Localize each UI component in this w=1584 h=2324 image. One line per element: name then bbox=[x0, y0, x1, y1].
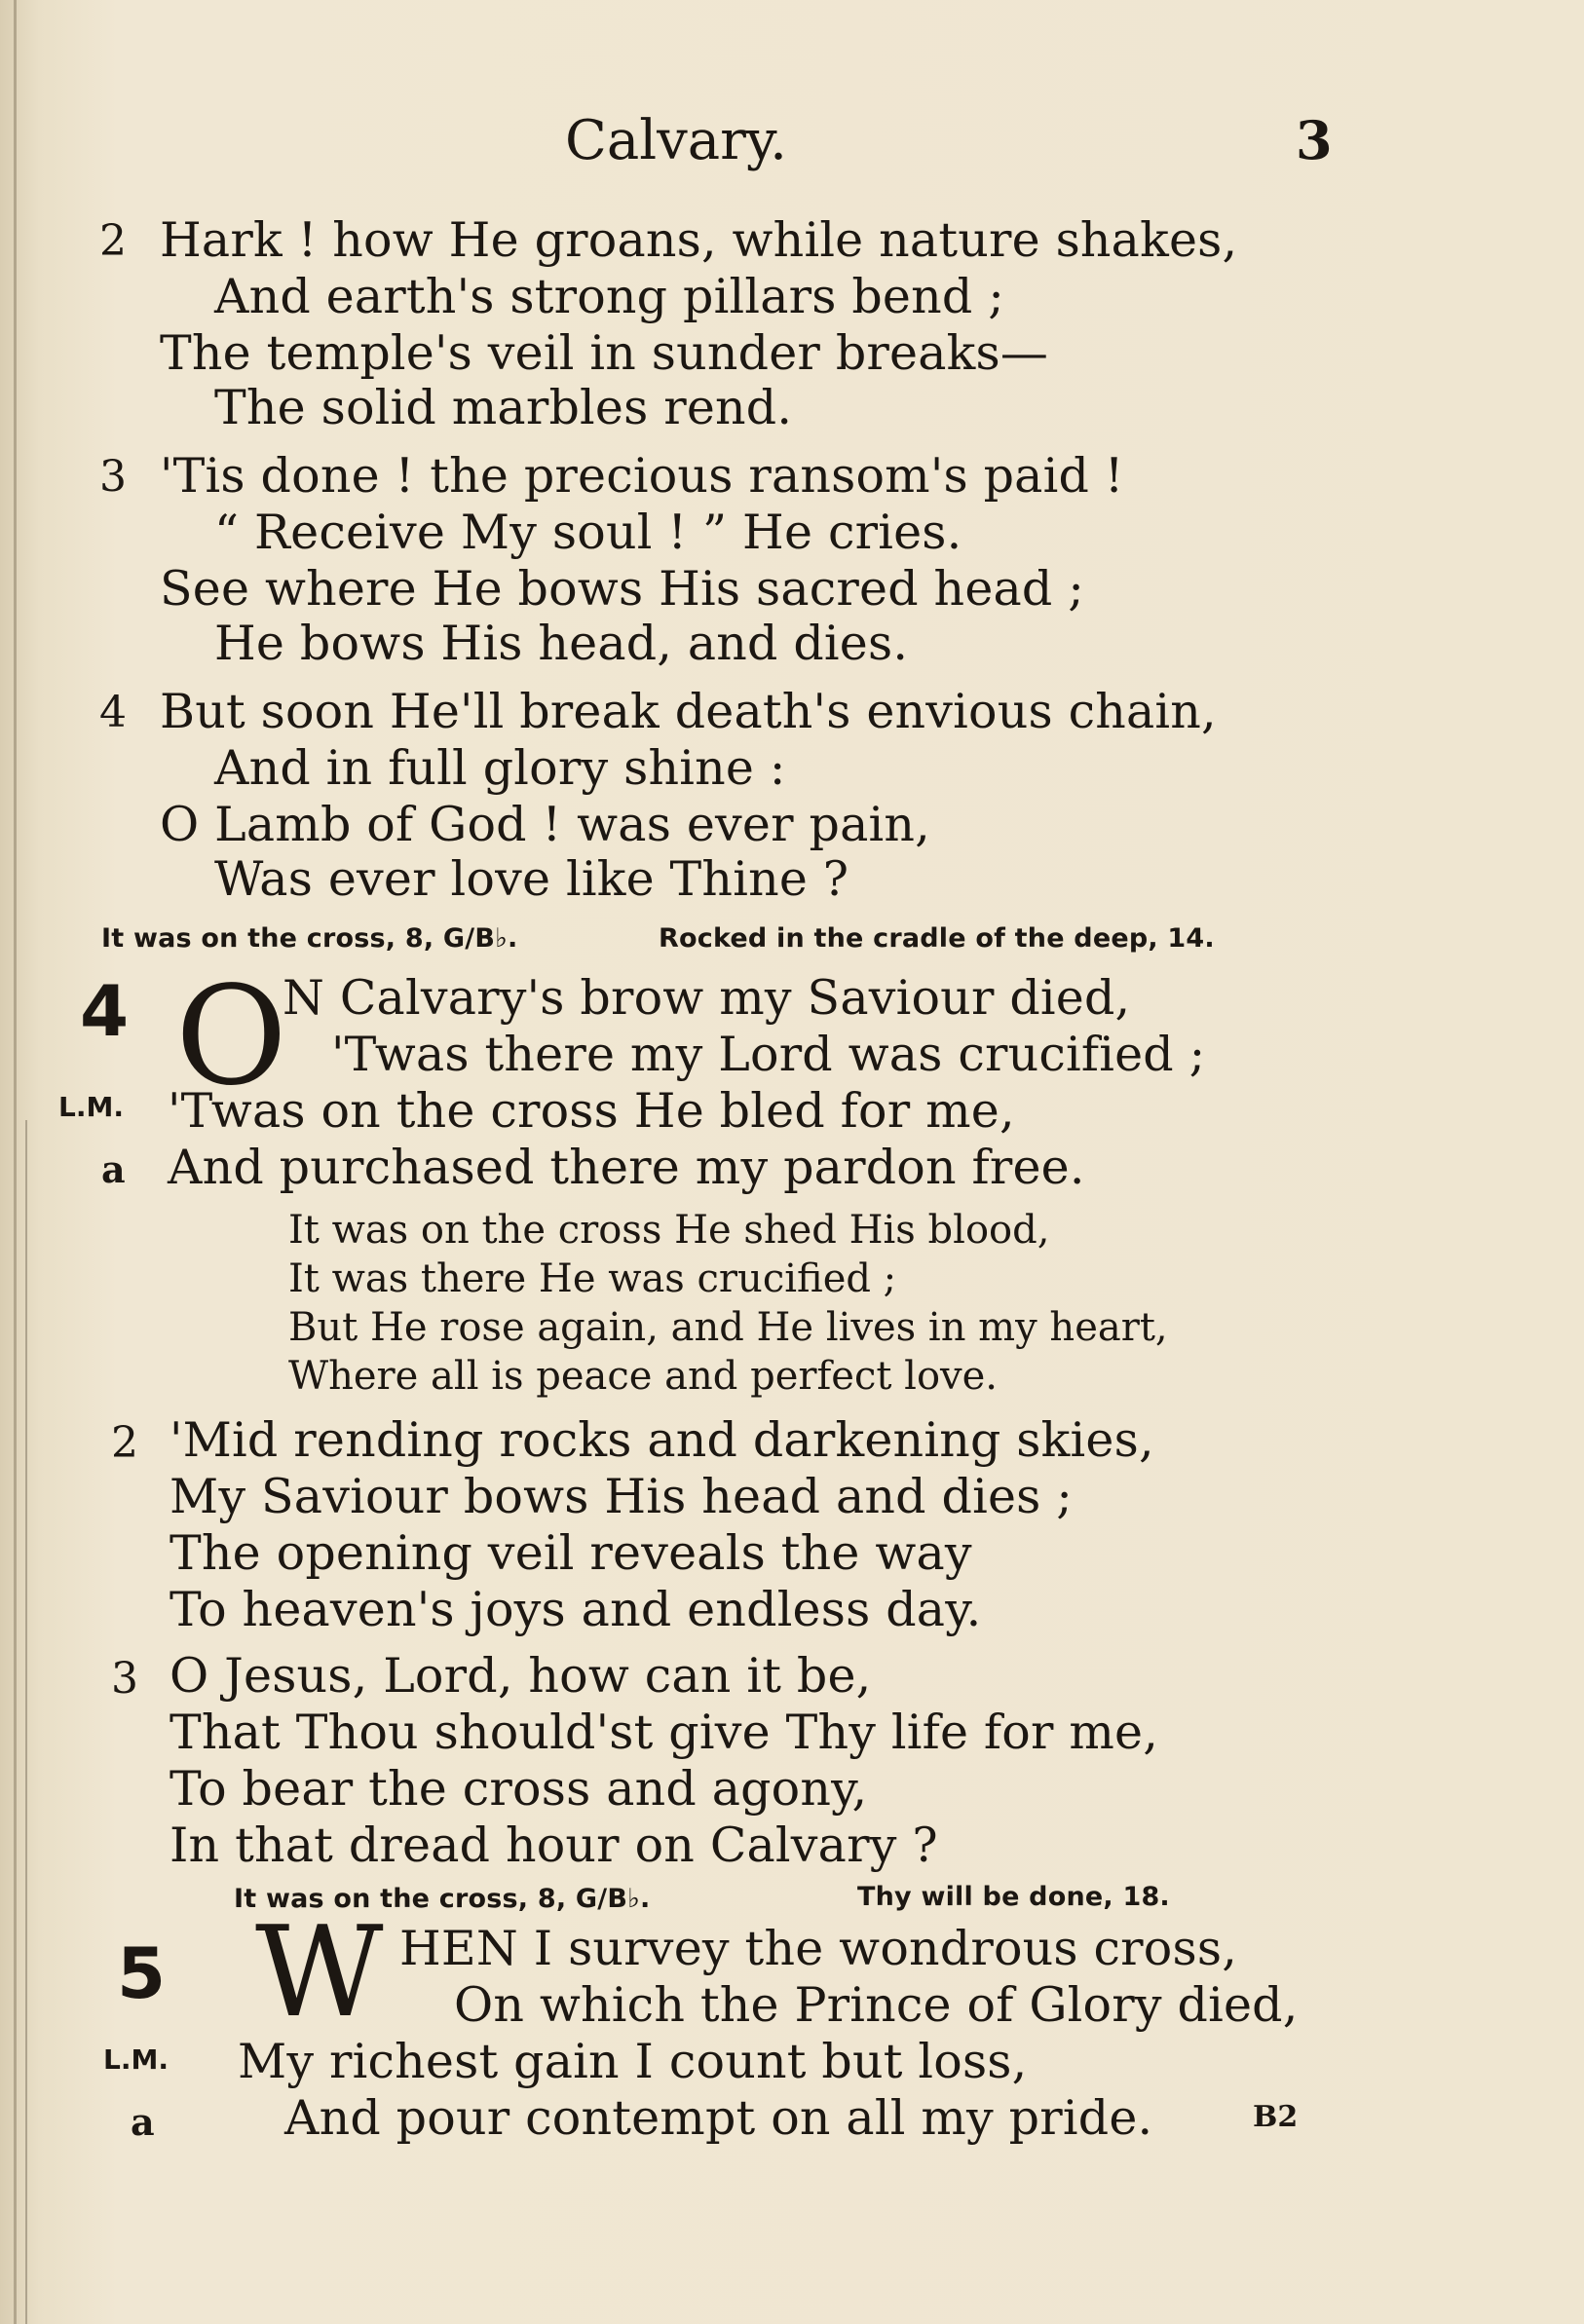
verse-number: 2 bbox=[99, 216, 127, 266]
verse-line: HEN I survey the wondrous cross, bbox=[399, 1921, 1237, 1976]
verse-line: The temple's veil in sunder breaks— bbox=[160, 325, 1049, 381]
key-label: a bbox=[131, 2100, 155, 2144]
meter-label: L.M. bbox=[58, 1091, 124, 1123]
tune-reference: It was on the cross, 8, G/B♭. bbox=[234, 1884, 651, 1914]
meter-label: L.M. bbox=[103, 2043, 169, 2076]
tune-reference: It was on the cross, 8, G/B♭. bbox=[101, 923, 518, 954]
gutter-rule bbox=[25, 1120, 27, 2324]
verse-line: 'Twas there my Lord was crucified ; bbox=[331, 1027, 1206, 1082]
verse-line: And purchased there my pardon free. bbox=[168, 1140, 1085, 1195]
verse-line: 'Mid rending rocks and darkening skies, bbox=[170, 1412, 1154, 1468]
verse-number: 2 bbox=[111, 1418, 138, 1468]
verse-line: That Thou should'st give Thy life for me, bbox=[170, 1705, 1158, 1760]
tune-reference: Rocked in the cradle of the deep, 14. bbox=[659, 923, 1215, 954]
verse-line: And earth's strong pillars bend ; bbox=[214, 269, 1004, 324]
verse-number: 3 bbox=[99, 452, 127, 502]
verse-line: To heaven's joys and endless day. bbox=[170, 1582, 982, 1637]
verse-line: “ Receive My soul ! ” He cries. bbox=[214, 505, 962, 560]
verse-number: 3 bbox=[111, 1654, 138, 1704]
page-number: 3 bbox=[1296, 109, 1333, 171]
verse-line: The solid marbles rend. bbox=[214, 380, 793, 435]
verse-line: N Calvary's brow my Saviour died, bbox=[283, 970, 1131, 1026]
verse-line: 'Twas on the cross He bled for me, bbox=[168, 1083, 1015, 1139]
verse-line: My richest gain I count but loss, bbox=[238, 2034, 1028, 2089]
verse-line: See where He bows His sacred head ; bbox=[160, 561, 1084, 617]
chorus-line: But He rose again, and He lives in my heart, bbox=[288, 1305, 1168, 1350]
verse-line: To bear the cross and agony, bbox=[170, 1761, 868, 1817]
tune-reference: Thy will be done, 18. bbox=[857, 1882, 1170, 1912]
chorus-line: It was there He was crucified ; bbox=[288, 1256, 897, 1301]
chorus-line: It was on the cross He shed His blood, bbox=[288, 1208, 1050, 1253]
verse-number: 4 bbox=[99, 688, 127, 737]
verse-line: Hark ! how He groans, while nature shakes, bbox=[160, 212, 1238, 268]
verse-line: He bows His head, and dies. bbox=[214, 616, 909, 671]
verse-line: O Lamb of God ! was ever pain, bbox=[160, 797, 930, 852]
hymn-number: 4 bbox=[80, 970, 130, 1052]
drop-cap: O bbox=[175, 957, 287, 1116]
signature-mark: B2 bbox=[1253, 2100, 1299, 2134]
chorus-line: Where all is peace and perfect love. bbox=[288, 1354, 999, 1399]
verse-line: But soon He'll break death's envious chain, bbox=[160, 684, 1217, 739]
verse-line: The opening veil reveals the way bbox=[170, 1525, 972, 1581]
drop-cap: W bbox=[255, 1900, 384, 2045]
verse-line: On which the Prince of Glory died, bbox=[454, 1977, 1299, 2033]
key-label: a bbox=[101, 1147, 126, 1191]
verse-line: And pour contempt on all my pride. bbox=[284, 2090, 1153, 2146]
verse-line: 'Tis done ! the precious ransom's paid ! bbox=[160, 448, 1124, 504]
page-title: Calvary. bbox=[565, 109, 787, 172]
verse-line: And in full glory shine : bbox=[214, 740, 786, 796]
hymn-number: 5 bbox=[117, 1932, 167, 2014]
verse-line: Was ever love like Thine ? bbox=[214, 851, 849, 907]
verse-line: O Jesus, Lord, how can it be, bbox=[170, 1648, 872, 1704]
verse-line: In that dread hour on Calvary ? bbox=[170, 1818, 938, 1873]
verse-line: My Saviour bows His head and dies ; bbox=[170, 1469, 1073, 1524]
gutter-shadow bbox=[14, 0, 17, 2324]
